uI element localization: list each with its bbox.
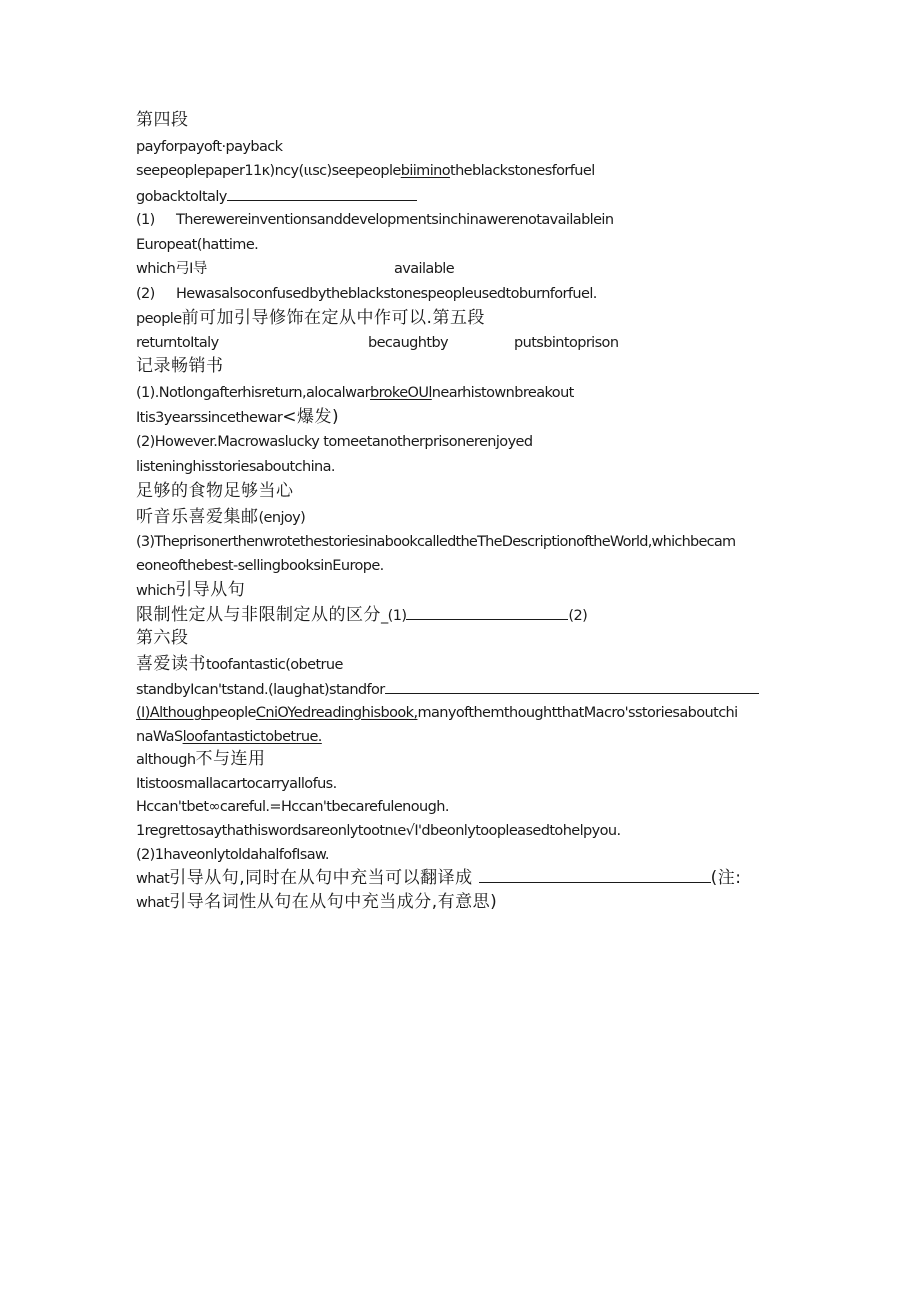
line-text: payforpayoft·payback [136, 139, 283, 155]
line-text: listeninghisstoriesaboutchina. [136, 459, 335, 475]
underlined-text: biimino [400, 163, 450, 179]
text-line [136, 727, 322, 747]
text-line [136, 892, 497, 913]
line-text: 限制性定从与非限制定从的区分 [136, 605, 381, 625]
line-text: Itistoosmallacartocarryallofus. [136, 776, 337, 792]
text-line [136, 556, 384, 576]
item-number: (2) [136, 286, 155, 302]
line-text: theblackstonesforfuel [450, 163, 595, 179]
line-text: Hccan'tbet∞careful.=Hccan'tbecarefulenough. [136, 799, 449, 815]
text-line [136, 845, 329, 865]
answer-blank [406, 605, 568, 620]
line-text: people [136, 311, 182, 327]
line-text: available [394, 261, 455, 277]
text-line [136, 137, 282, 157]
line-text: (3)TheprisonerthenwrotethestoriesinabookcalledtheTheDescriptionoftheWorld,whichbecam [136, 534, 736, 550]
text-line [136, 161, 595, 181]
line-text: which弓I导 [136, 261, 207, 277]
text-line [136, 532, 735, 552]
text-line [136, 356, 224, 376]
line-text: 记录畅销书 [136, 356, 224, 376]
line-text: (1).Notlongafterhisreturn,alocalwar [136, 385, 370, 401]
text-line [368, 333, 448, 353]
section-six-heading [136, 628, 189, 648]
line-text: 引导从句,同时在从句中充当可以翻译成 [169, 868, 473, 888]
text-line [136, 284, 597, 304]
text-line [136, 457, 335, 477]
line-text: putsbintoprison [514, 335, 619, 351]
text-line [136, 432, 532, 452]
line-text: 1regrettosaythathiswordsareonlytootnιe√I'dbeonlytoopleasedtohelpyou. [136, 823, 621, 839]
text-line [136, 797, 449, 817]
text-line [136, 308, 485, 329]
line-text: 喜爱读书 [136, 654, 206, 674]
line-text: toofantastic(obetrue [206, 657, 343, 673]
text-line [136, 654, 343, 675]
line-text: 听音乐喜爱集邮 [136, 507, 259, 527]
text-line [136, 868, 742, 889]
line-text: becaughtby [368, 335, 449, 351]
answer-blank [479, 868, 711, 883]
line-text: gobacktoItaly [136, 189, 227, 205]
underlined-text: CniOYedreadinghisbook, [255, 705, 418, 721]
line-text: nearhistownbreakout [431, 385, 574, 401]
line-text: (2)1haveonlytoldahalfofIsaw. [136, 847, 329, 863]
line-text: Europeat(hattime. [136, 237, 259, 253]
text-line [136, 605, 587, 626]
underlined-text: (I)Although [136, 705, 211, 721]
text-line [136, 481, 294, 501]
item-number: (1) [136, 212, 155, 228]
line-text: <爆发) [282, 407, 340, 427]
text-line [514, 333, 618, 353]
line-text: people [210, 705, 256, 721]
text-line [136, 259, 207, 279]
line-text: 不与连用 [195, 749, 266, 769]
line-text: eoneofthebest-sellingbooksinEurope. [136, 558, 384, 574]
line-text: _(1) [381, 608, 407, 624]
line-text: although [136, 752, 196, 768]
line-text: (2)However.Macrowaslucky tomeetanotherprisonerenjoyed [136, 434, 533, 450]
line-text: 前可加引导修饰在定从中作可以.第五段 [181, 308, 485, 328]
text-line [136, 186, 417, 207]
text-line [136, 821, 621, 841]
line-text: (enjoy) [258, 510, 306, 526]
section-four-heading [136, 110, 189, 130]
line-text: (注: [710, 868, 742, 888]
line-text: Hewasalsoconfusedbytheblackstonespeopleusedtoburnforfuel. [176, 286, 597, 302]
text-line [136, 679, 759, 700]
line-text: (2) [568, 608, 588, 624]
line-text: Itis3yearssincethewar [136, 410, 283, 426]
line-text: what [136, 871, 170, 887]
text-line [136, 749, 265, 770]
underlined-text: brokeOUl [370, 385, 432, 401]
text-line [136, 774, 337, 794]
line-text: seepeoplepaper11κ)ncy(ιιsc)seepeople [136, 163, 401, 179]
text-line [136, 210, 613, 230]
text-line [136, 333, 219, 353]
line-text: 足够的食物足够当心 [136, 481, 294, 501]
text-line [136, 407, 339, 428]
line-text: manyofthemthoughtthatMacro'sstoriesaboutchi [417, 705, 738, 721]
answer-blank [227, 186, 417, 201]
underlined-text: loofantastictobetrue. [182, 729, 322, 745]
line-text: which [136, 583, 176, 599]
line-text: naWaS [136, 729, 183, 745]
heading-text: 第四段 [136, 110, 189, 130]
line-text: standbyIcan'tstand.(laughat)standfor [136, 682, 385, 698]
answer-blank [385, 679, 759, 694]
line-text: returntoItaly [136, 335, 219, 351]
heading-text: 第六段 [136, 628, 189, 648]
line-text: Therewereinventionsanddevelopmentsinchinawerenotavailablein [176, 212, 614, 228]
line-text: 引导从句 [175, 580, 246, 600]
line-text: 引导名词性从句在从句中充当成分,有意思) [169, 892, 498, 912]
text-line [136, 235, 258, 255]
text-line [136, 383, 574, 403]
text-line [136, 703, 738, 723]
text-line [136, 507, 305, 528]
text-line [394, 259, 454, 279]
line-text: what [136, 895, 170, 911]
text-line [136, 580, 245, 601]
